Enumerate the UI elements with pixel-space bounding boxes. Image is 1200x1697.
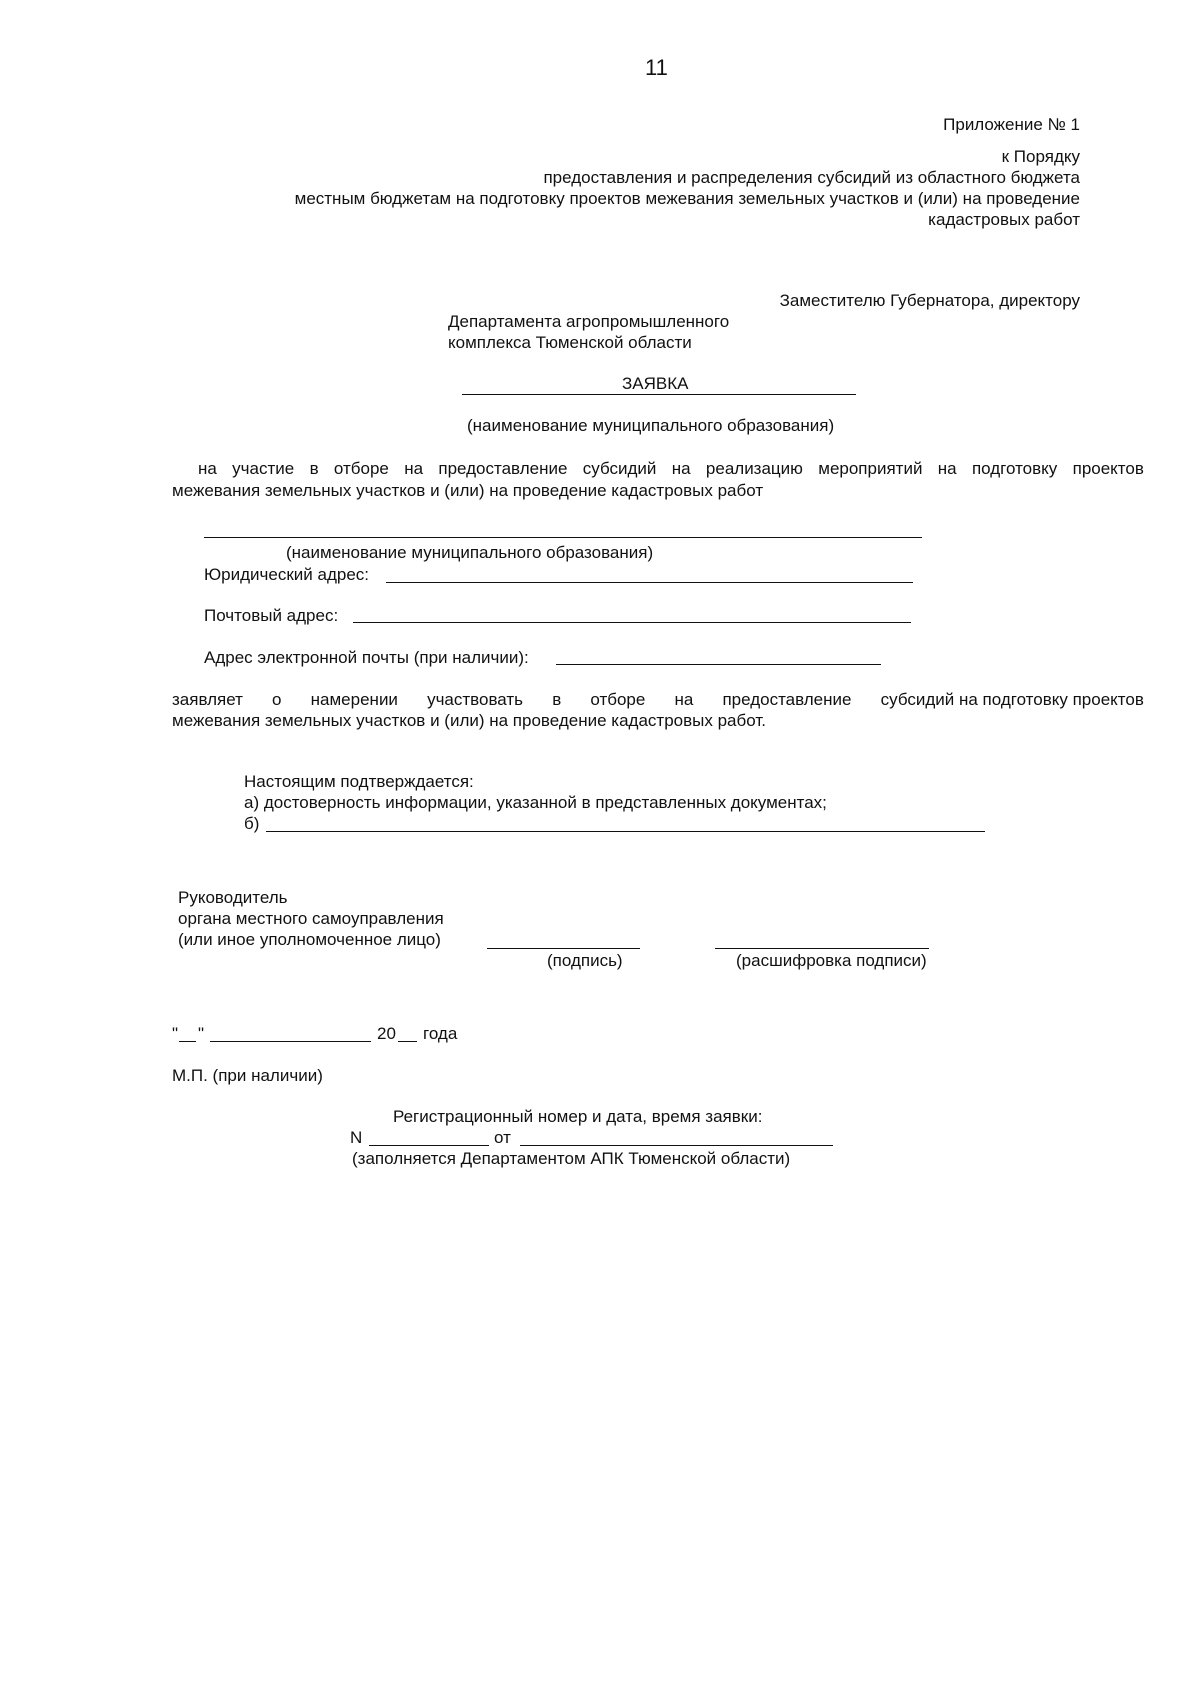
- municipality-field-caption: (наименование муниципального образования): [286, 543, 654, 562]
- signer-role-line-3: (или иное уполномоченное лицо): [178, 930, 441, 949]
- statement-word: намерении: [310, 690, 398, 709]
- intro-word: на: [937, 459, 957, 478]
- municipality-field-line[interactable]: [204, 537, 922, 538]
- date-year-suffix: года: [423, 1024, 458, 1043]
- statement-word: о: [272, 690, 282, 709]
- statement-word: участвовать: [427, 690, 524, 709]
- date-day-field[interactable]: [179, 1041, 196, 1042]
- appendix-line-2: предоставления и распределения субсидий из областного бюджета: [543, 168, 1080, 187]
- email-label: Адрес электронной почты (при наличии):: [204, 648, 529, 667]
- statement-word: в: [552, 690, 562, 709]
- intro-word: мероприятий: [818, 459, 923, 478]
- addressee-line-3: комплекса Тюменской области: [448, 333, 692, 352]
- appendix-title: Приложение № 1: [943, 115, 1080, 134]
- intro-word: в: [309, 459, 319, 478]
- statement-word: субсидий на подготовку проектов: [880, 690, 1144, 709]
- date-year-field[interactable]: [398, 1041, 417, 1042]
- statement-word: на: [674, 690, 694, 709]
- postal-address-label: Почтовый адрес:: [204, 606, 339, 625]
- registration-title: Регистрационный номер и дата, время заявки:: [393, 1107, 763, 1126]
- date-open-quote: ": [172, 1024, 179, 1043]
- confirmation-title: Настоящим подтверждается:: [244, 772, 474, 791]
- date-month-field[interactable]: [210, 1041, 371, 1042]
- registration-from-label: от: [494, 1128, 511, 1147]
- statement-line-2: межевания земельных участков и (или) на проведение кадастровых работ.: [172, 711, 766, 730]
- legal-address-label: Юридический адрес:: [204, 565, 370, 584]
- registration-number-label: N: [350, 1128, 363, 1147]
- intro-word: реализацию: [705, 459, 803, 478]
- signature-field[interactable]: [487, 948, 640, 949]
- statement-line-1: [172, 690, 1144, 710]
- intro-line-2: межевания земельных участков и (или) на проведение кадастровых работ: [172, 481, 764, 500]
- email-field[interactable]: [556, 664, 881, 665]
- intro-line-1: [198, 459, 1144, 479]
- intro-word: отборе: [333, 459, 389, 478]
- intro-word: субсидий: [582, 459, 657, 478]
- intro-word: на: [198, 459, 217, 478]
- statement-word: предоставление: [722, 690, 852, 709]
- intro-word: проектов: [1072, 459, 1144, 478]
- stamp-note: М.П. (при наличии): [172, 1066, 323, 1085]
- municipality-name-line[interactable]: [462, 394, 856, 395]
- registration-number-field[interactable]: [369, 1145, 489, 1146]
- appendix-line-3: местным бюджетам на подготовку проектов межевания земельных участков и (или) на проведение: [294, 189, 1080, 208]
- confirmation-item-b: б): [244, 814, 260, 833]
- confirmation-item-b-field[interactable]: [266, 831, 985, 832]
- confirmation-item-a: а) достоверность информации, указанной в представленных документах;: [244, 793, 827, 812]
- appendix-line-1: к Порядку: [1001, 147, 1080, 166]
- addressee-line-2: Департамента агропромышленного: [448, 312, 730, 331]
- intro-word: на: [404, 459, 424, 478]
- registration-date-field[interactable]: [520, 1145, 833, 1146]
- intro-word: на: [671, 459, 691, 478]
- appendix-line-4: кадастровых работ: [928, 210, 1080, 229]
- intro-word: участие: [232, 459, 295, 478]
- intro-word: подготовку: [971, 459, 1058, 478]
- signer-role-line-1: Руководитель: [178, 888, 288, 907]
- page-number: 11: [645, 55, 668, 80]
- registration-note: (заполняется Департаментом АПК Тюменской области): [352, 1149, 791, 1168]
- legal-address-field[interactable]: [386, 582, 913, 583]
- date-year-prefix: 20: [377, 1024, 396, 1043]
- signature-decode-field[interactable]: [715, 948, 929, 949]
- postal-address-field[interactable]: [353, 622, 911, 623]
- document-title: ЗАЯВКА: [622, 374, 689, 393]
- statement-word: заявляет: [172, 690, 243, 709]
- addressee-line-1: Заместителю Губернатора, директору: [779, 291, 1080, 310]
- statement-word: отборе: [590, 690, 646, 709]
- signer-role-line-2: органа местного самоуправления: [178, 909, 444, 928]
- municipality-caption: (наименование муниципального образования): [467, 416, 835, 435]
- intro-word: предоставление: [438, 459, 568, 478]
- signature-decode-caption: (расшифровка подписи): [736, 951, 927, 970]
- date-close-quote: ": [198, 1024, 205, 1043]
- signature-caption: (подпись): [547, 951, 623, 970]
